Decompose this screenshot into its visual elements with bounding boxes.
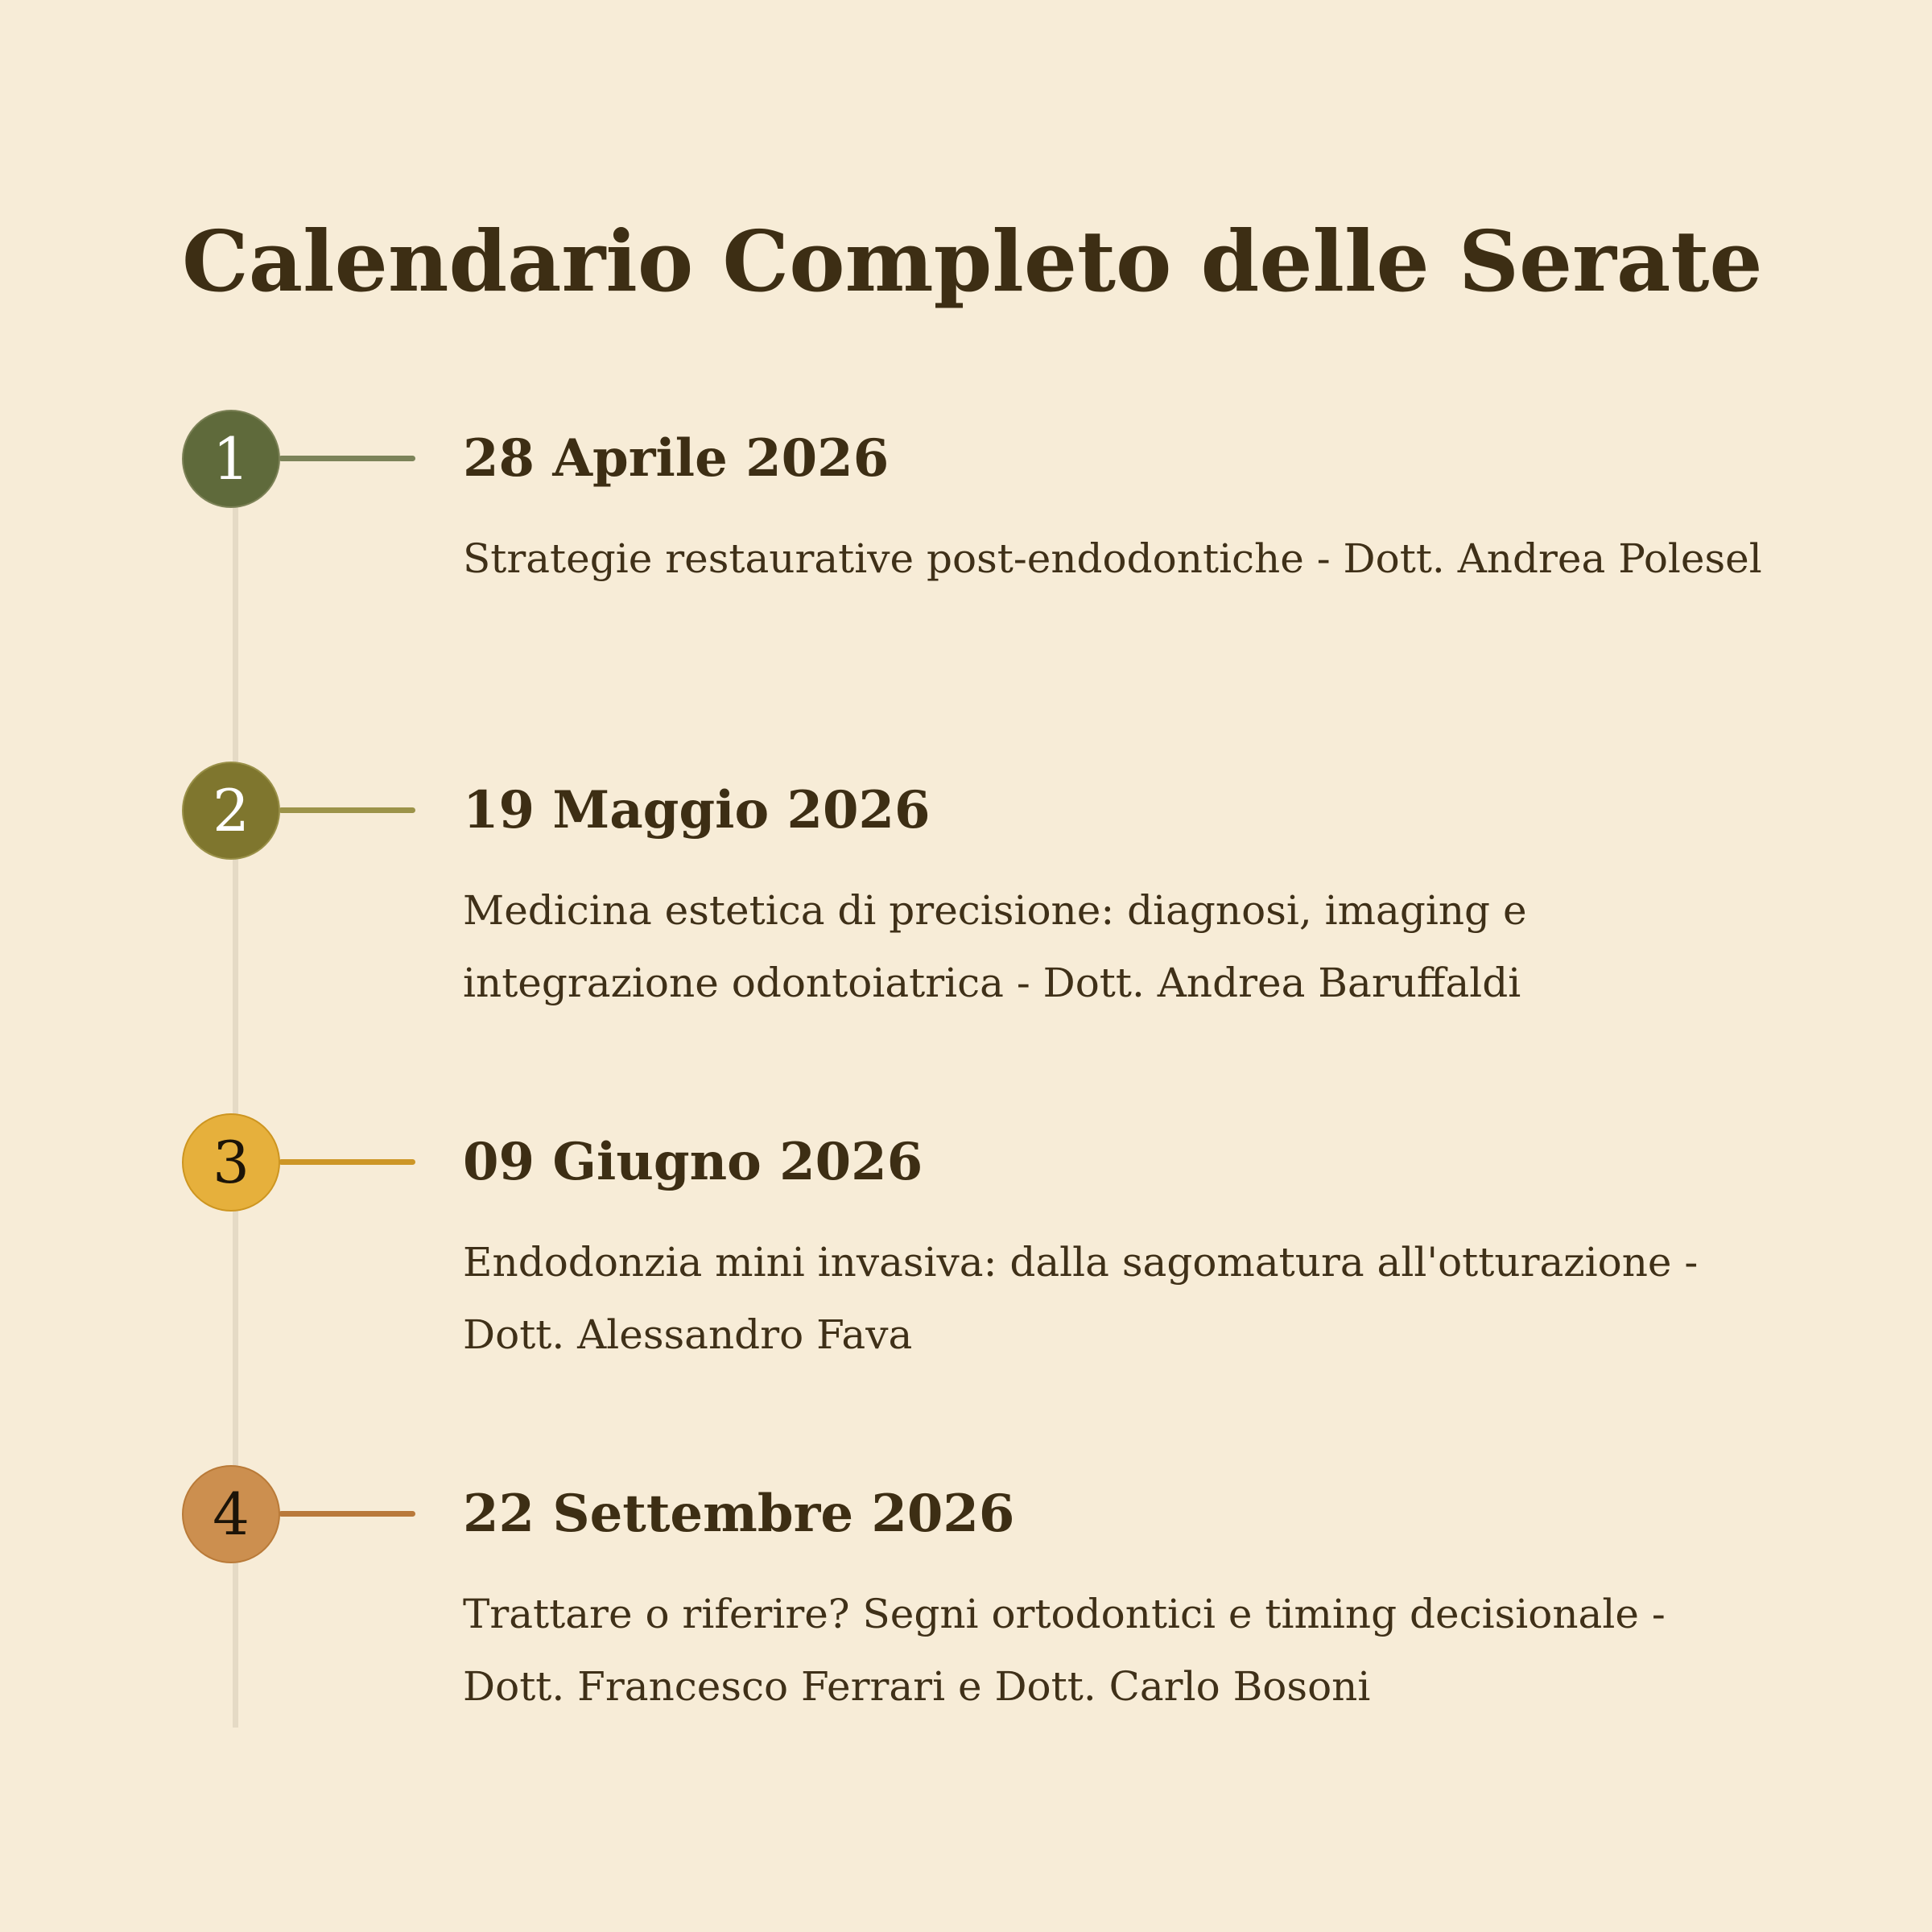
event-date: 28 Aprile 2026 <box>463 428 890 489</box>
event-description: Endodonzia mini invasiva: dalla sagomatura all'otturazione - Dott. Alessandro Fava <box>463 1239 1699 1358</box>
event-connector <box>279 1159 415 1165</box>
event-date: 22 Settembre 2026 <box>463 1484 1015 1544</box>
event-date: 19 Maggio 2026 <box>463 780 931 840</box>
event-connector <box>279 807 415 813</box>
event-description: Medicina estetica di precisione: diagnosi, imaging e integrazione odontoiatrica - Dott. Andrea Baruffaldi <box>463 887 1527 1006</box>
event-number-badge: 1 <box>182 410 280 508</box>
event-connector <box>279 456 415 461</box>
event-number-badge: 4 <box>182 1465 280 1563</box>
event-number-badge: 2 <box>182 762 280 860</box>
event-number-badge: 3 <box>182 1113 280 1212</box>
event-connector <box>279 1511 415 1517</box>
page-title: Calendario Completo delle Serate <box>182 212 1763 311</box>
event-description: Trattare o riferire? Segni ortodontici e timing decisionale - Dott. Francesco Ferrari e Dott. Carlo Bosoni <box>463 1591 1666 1710</box>
event-date: 09 Giugno 2026 <box>463 1132 923 1192</box>
event-description: Strategie restaurative post-endodontiche - Dott. Andrea Polesel <box>463 535 1762 582</box>
